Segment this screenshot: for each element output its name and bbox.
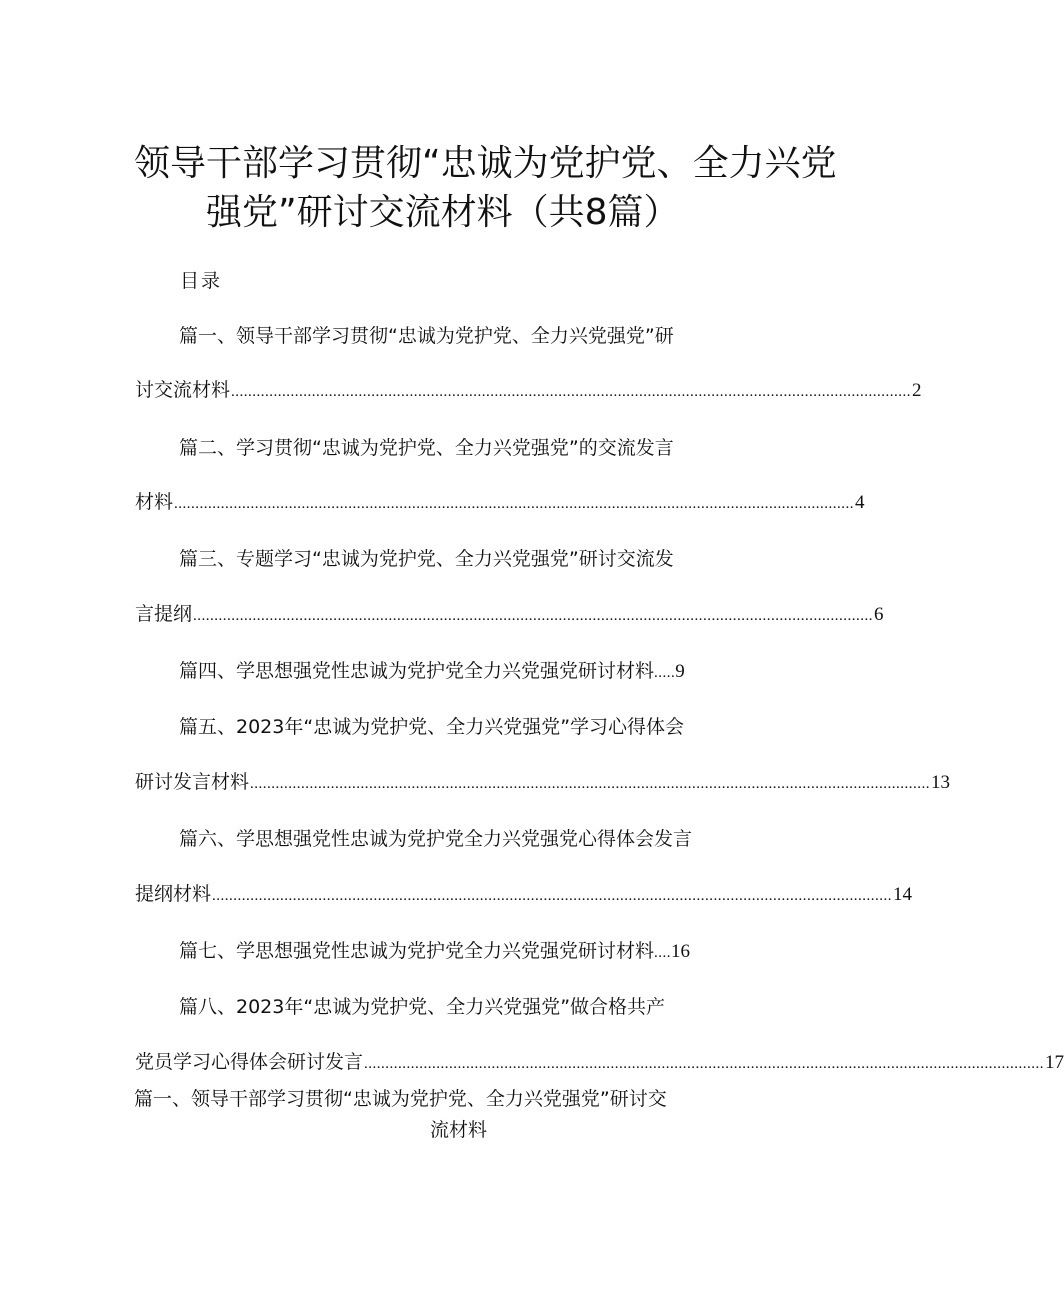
toc-entry-7-text: 篇七、学思想强党性忠诚为党护党全力兴党强党研讨材料 xyxy=(179,940,655,962)
toc-entry-8-text: 党员学习心得体会研讨发言 xyxy=(135,1051,364,1073)
toc-entry-8-leader: ................................................................................................................................................................ xyxy=(364,1056,1045,1072)
toc-entry-2-line-1[interactable]: 篇二、学习贯彻“忠诚为党护党、全力兴党强党”的交流发言 xyxy=(179,437,674,459)
toc-heading: 目录 xyxy=(180,270,223,292)
toc-entry-4-text: 篇四、学思想强党性忠诚为党护党全力兴党强党研讨材料 xyxy=(179,660,655,682)
toc-entry-2-page: 4 xyxy=(855,492,865,513)
toc-entry-2-text: 材料 xyxy=(135,491,174,513)
toc-entry-6-page: 14 xyxy=(893,884,913,905)
toc-entry-4[interactable] xyxy=(179,657,685,687)
toc-entry-2-leader: ................................................................................................................................................................ xyxy=(174,496,855,512)
toc-entry-3-line-2[interactable] xyxy=(135,600,884,630)
toc-entry-7[interactable] xyxy=(179,937,690,967)
toc-entry-6-line-1[interactable]: 篇六、学思想强党性忠诚为党护党全力兴党强党心得体会发言 xyxy=(179,828,693,850)
toc-entry-5-line-1[interactable]: 篇五、2023年“忠诚为党护党、全力兴党强党”学习心得体会 xyxy=(179,716,685,738)
toc-entry-6-text: 提纲材料 xyxy=(135,883,212,905)
toc-entry-4-leader: ..... xyxy=(654,665,676,681)
toc-entry-2-line-2[interactable] xyxy=(135,488,865,518)
toc-entry-8-page: 17 xyxy=(1045,1052,1064,1073)
toc-entry-1-leader: ................................................................................................................................................................ xyxy=(231,384,912,400)
toc-entry-1-page: 2 xyxy=(912,380,922,401)
toc-entry-8-line-1[interactable]: 篇八、2023年“忠诚为党护党、全力兴党强党”做合格共产 xyxy=(179,996,666,1018)
toc-entry-5-page: 13 xyxy=(931,772,951,793)
toc-entry-1-line-1[interactable]: 篇一、领导干部学习贯彻“忠诚为党护党、全力兴党强党”研 xyxy=(179,325,674,347)
toc-entry-1-line-2[interactable] xyxy=(135,376,922,406)
toc-entry-6-line-2[interactable] xyxy=(135,880,913,910)
toc-entry-3-text: 言提纲 xyxy=(135,603,193,625)
toc-entry-5-line-2[interactable] xyxy=(135,768,951,798)
section-heading-line-2: 流材料 xyxy=(430,1119,488,1141)
toc-entry-6-leader: ................................................................................................................................................................ xyxy=(212,888,893,904)
toc-entry-8-line-2[interactable] xyxy=(135,1048,1064,1078)
section-heading-line-1: 篇一、领导干部学习贯彻“忠诚为党护党、全力兴党强党”研讨交 xyxy=(134,1088,667,1110)
toc-entry-4-page: 9 xyxy=(675,661,685,682)
toc-entry-3-leader: ................................................................................................................................................................ xyxy=(193,608,874,624)
toc-entry-7-leader: .... xyxy=(654,945,672,961)
toc-entry-5-leader: ................................................................................................................................................................ xyxy=(250,776,931,792)
toc-entry-1-text: 讨交流材料 xyxy=(135,379,231,401)
toc-entry-5-text: 研讨发言材料 xyxy=(135,771,250,793)
toc-entry-7-page: 16 xyxy=(671,941,691,962)
document-title-line-2: 强党”研讨交流材料（共8篇） xyxy=(206,192,680,233)
document-title-line-1: 领导干部学习贯彻“忠诚为党护党、全力兴党 xyxy=(134,143,837,184)
toc-entry-3-page: 6 xyxy=(874,604,884,625)
toc-entry-3-line-1[interactable]: 篇三、专题学习“忠诚为党护党、全力兴党强党”研讨交流发 xyxy=(179,548,674,570)
